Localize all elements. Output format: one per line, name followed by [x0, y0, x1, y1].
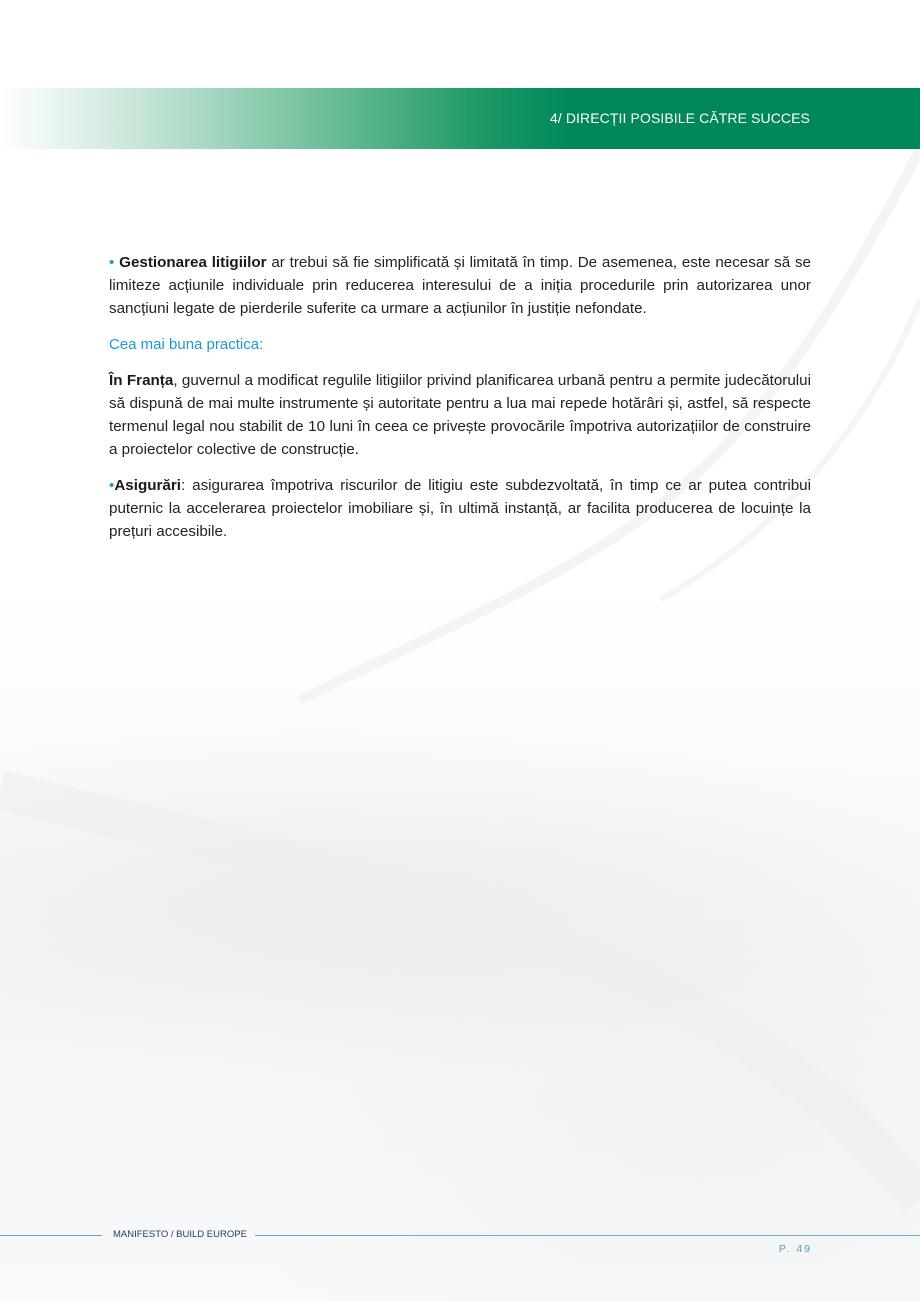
paragraph-insurance-text: : asigurarea împotriva riscurilor de litigiu este subdezvoltată, în timp ce ar putea contribui puternic la accelerarea proiectelor imobiliare și, în ultimă instanță, ar facilita producerea de locuințe la prețuri accesibile.: [109, 477, 811, 540]
paragraph-litigation-text: ar trebui să fie simplificată și limitată în timp. De asemenea, este necesar să se limiteze acțiunile individuale prin reducerea interesului de a iniția procedurile prin autorizarea unor sancțiuni legate de pierderile suferite ca urmare a acțiunilor în justiție nefondate.: [109, 254, 811, 317]
main-content: [109, 251, 811, 556]
paragraph-insurance: [109, 474, 811, 543]
paragraph-france-heading: În Franța: [109, 372, 174, 389]
footer-label: MANIFESTO / BUILD EUROPE: [113, 1229, 247, 1240]
section-title: 4/ DIRECȚII POSIBILE CĂTRE SUCCES: [549, 110, 810, 126]
paragraph-france: [109, 369, 811, 461]
paragraph-litigation-heading: Gestionarea litigiilor: [119, 254, 267, 271]
header-band: [0, 88, 920, 149]
bullet-icon: •: [109, 477, 115, 494]
page-number: P. 49: [778, 1243, 812, 1255]
footer-divider-left: [0, 1235, 102, 1236]
paragraph-litigation: [109, 251, 811, 320]
footer-divider-right: [255, 1235, 920, 1236]
paragraph-insurance-heading: Asigurări: [114, 477, 182, 494]
bullet-icon: •: [109, 254, 115, 271]
best-practice-subheading: Cea mai buna practica:: [109, 336, 264, 353]
paragraph-france-text: , guvernul a modificat regulile litigiilor privind planificarea urbană pentru a permite judecătorului să dispună de mai multe instrumente și autoritate pentru a lua mai repede hotărâri și, astfel, să respecte termenul legal nou stabilit de 10 luni în ceea ce privește provocările împotriva autorizațiilor de construire a proiectelor colective de construcție.: [109, 372, 812, 458]
